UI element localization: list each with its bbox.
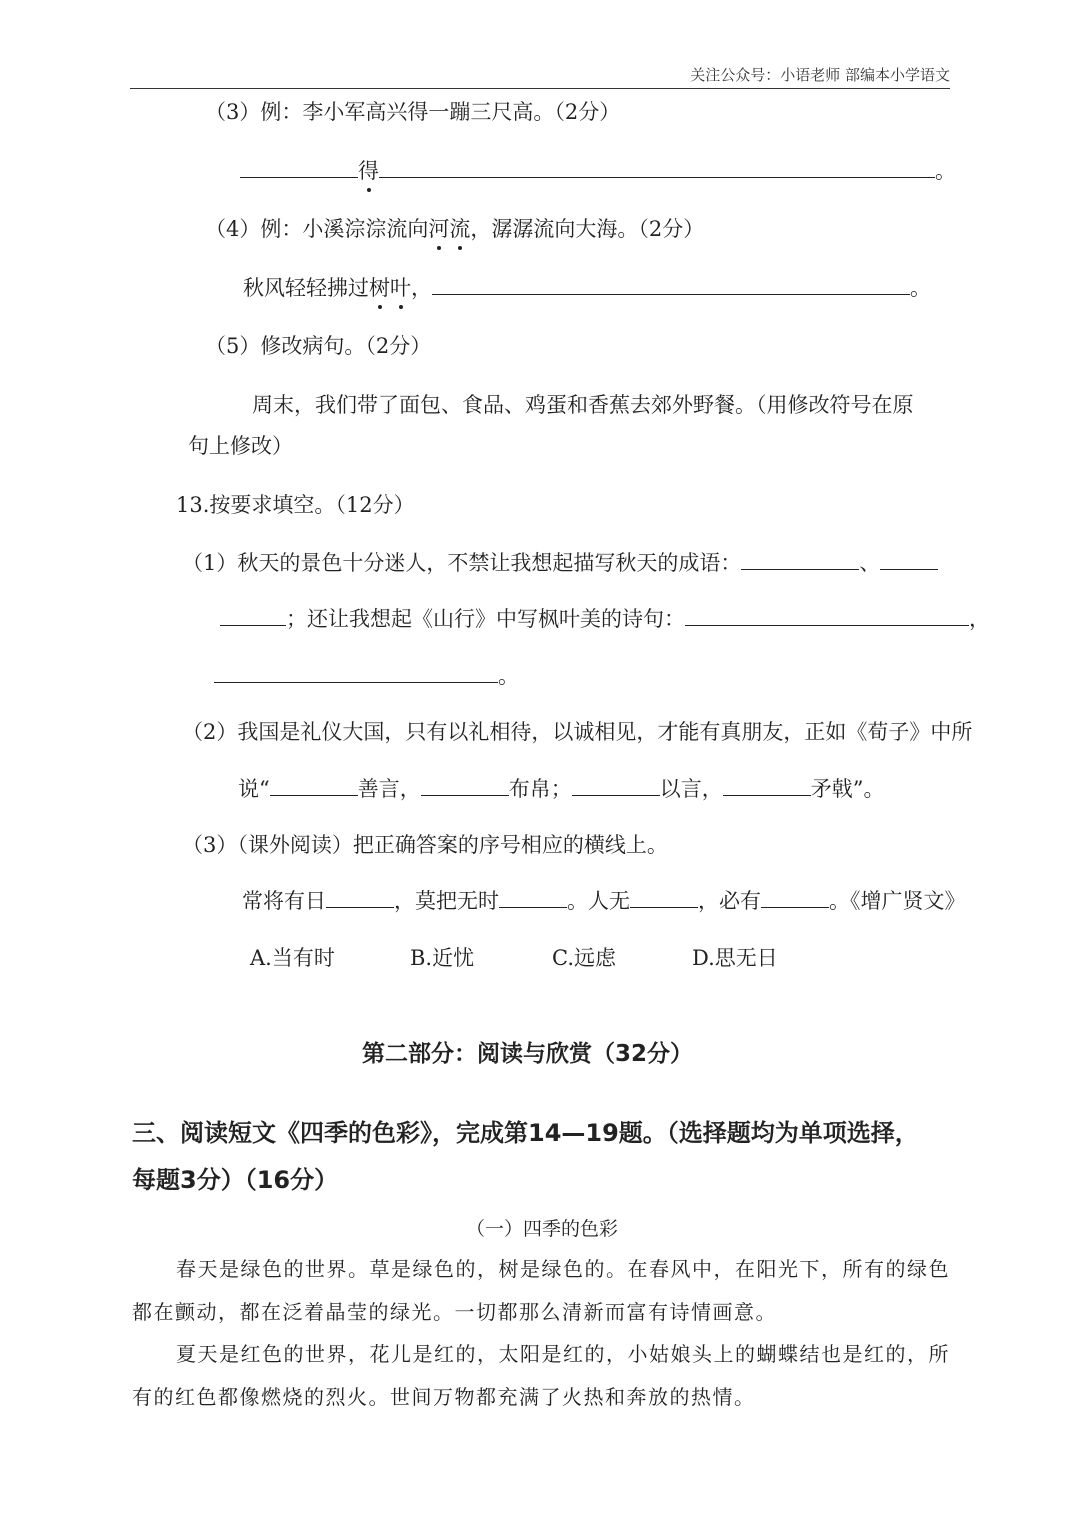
header-divider (130, 88, 950, 89)
q3-fill-line (240, 157, 956, 185)
q13-p1-blank-1[interactable] (741, 549, 859, 570)
q4-prompt-a: （4）例：小溪淙淙流向 (205, 217, 429, 241)
q13-p3-text-e: 。《增广贤文》 (829, 889, 966, 913)
q13-p1-blank-2a[interactable] (880, 549, 938, 570)
q13-p1-comma: ， (969, 607, 990, 631)
q5-sentence-b: 句上修改） (188, 434, 293, 458)
q4-line-a: 秋风轻轻拂过 (243, 276, 369, 300)
q13-option-b: B.近忧 (410, 946, 475, 970)
q3-blank-2[interactable] (379, 157, 935, 178)
q4-prompt (205, 215, 704, 243)
q5-sentence-a: 周末，我们带了面包、食品、鸡蛋和香蕉去郊外野餐。（用修改符号在原 (252, 393, 914, 417)
q4-fill-line (243, 274, 931, 302)
section3-title-b: 每题3分）（16分） (132, 1166, 339, 1194)
q13-p2-line2 (238, 775, 885, 803)
q13-p2-word-3: 以言， (659, 777, 723, 801)
q13-p1-blank-4[interactable] (214, 662, 498, 683)
q13-p1-blank-2b[interactable] (220, 605, 286, 626)
q13-p2-blank-1[interactable] (270, 775, 358, 796)
q13-option-a: A.当有时 (250, 946, 335, 970)
q13-p1-end: 。 (498, 664, 519, 688)
q4-dot-char-1: 河 (428, 217, 450, 241)
passage-title: （一）四季的色彩 (466, 1218, 619, 1240)
q13-p2-blank-4[interactable] (723, 775, 811, 796)
q13-p2-word-1: 善言， (357, 777, 421, 801)
q5-prompt: （5）修改病句。（2分） (205, 334, 432, 358)
q13-p1-line2 (220, 605, 990, 633)
q4-prompt-b: ，潺潺流向大海。（2分） (470, 217, 705, 241)
q13-p1-line1 (182, 549, 938, 577)
page-header: 关注公众号：小语老师 部编本小学语文 (690, 66, 950, 84)
q13-p3-text-c: 。人无 (567, 889, 630, 913)
q4-end: 。 (910, 276, 931, 300)
q13-p1-line3 (214, 662, 519, 690)
q13-p1-blank-3[interactable] (685, 605, 969, 626)
passage-paragraph-1: 春天是绿色的世界。草是绿色的，树是绿色的。在春风中，在阳光下，所有的绿色都在颤动，都在泛着晶莹的绿光。一切都那么清新而富有诗情画意。 (132, 1257, 950, 1324)
q13-p3-blank-2[interactable] (499, 887, 567, 908)
q13-p2-line1: （2）我国是礼仪大国，只有以礼相待，以诚相见，才能有真朋友，正如《荀子》中所 (182, 720, 973, 744)
q13-p3-text-b: ，莫把无时 (394, 889, 499, 913)
q13-title: 13.按要求填空。（12分） (176, 493, 415, 517)
q13-p1-sep: 、 (859, 551, 881, 575)
q13-p3-blank-3[interactable] (630, 887, 698, 908)
q13-option-d: D.思无日 (692, 946, 778, 970)
q13-p3-line (242, 887, 966, 915)
q3-blank-1[interactable] (240, 157, 358, 178)
q3-prompt: （3）例：李小军高兴得一蹦三尺高。（2分） (205, 100, 621, 124)
passage-paragraph-2: 夏天是红色的世界，花儿是红的，太阳是红的，小姑娘头上的蝴蝶结也是红的，所有的红色都像燃烧的烈火。世间万物都充满了火热和奔放的热情。 (132, 1342, 950, 1409)
q4-blank[interactable] (432, 274, 910, 295)
q13-p2-blank-2[interactable] (421, 775, 509, 796)
q13-p1-text-b: ；还让我想起《山行》中写枫叶美的诗句： (286, 607, 685, 631)
q13-p3-title: （3）（课外阅读）把正确答案的序号相应的横线上。 (182, 833, 668, 857)
part2-title: 第二部分：阅读与欣赏（32分） (362, 1041, 694, 1067)
q3-fill-char: 得 (358, 159, 379, 183)
q4-line-dot-1: 树 (369, 276, 390, 300)
q13-p2-word-4: 矛戟”。 (810, 777, 885, 801)
q4-line-dot-2: 叶 (390, 276, 411, 300)
q13-p3-blank-4[interactable] (761, 887, 829, 908)
q13-p2-blank-3[interactable] (572, 775, 660, 796)
q4-dot-char-2: 流 (449, 217, 471, 241)
q13-p3-text-d: ，必有 (698, 889, 761, 913)
q13-p2-word-2: 布帛； (508, 777, 572, 801)
q13-option-c: C.远虑 (552, 946, 616, 970)
q13-p2-say: 说“ (238, 777, 270, 801)
section3-title-a: 三、阅读短文《四季的色彩》，完成第14—19题。（选择题均为单项选择， (132, 1119, 919, 1147)
q13-p3-blank-1[interactable] (326, 887, 394, 908)
q3-end: 。 (935, 159, 956, 183)
q4-line-b: ， (411, 276, 432, 300)
q13-p3-text-a: 常将有日 (242, 889, 326, 913)
q13-p1-text-a: （1）秋天的景色十分迷人，不禁让我想起描写秋天的成语： (182, 551, 742, 575)
